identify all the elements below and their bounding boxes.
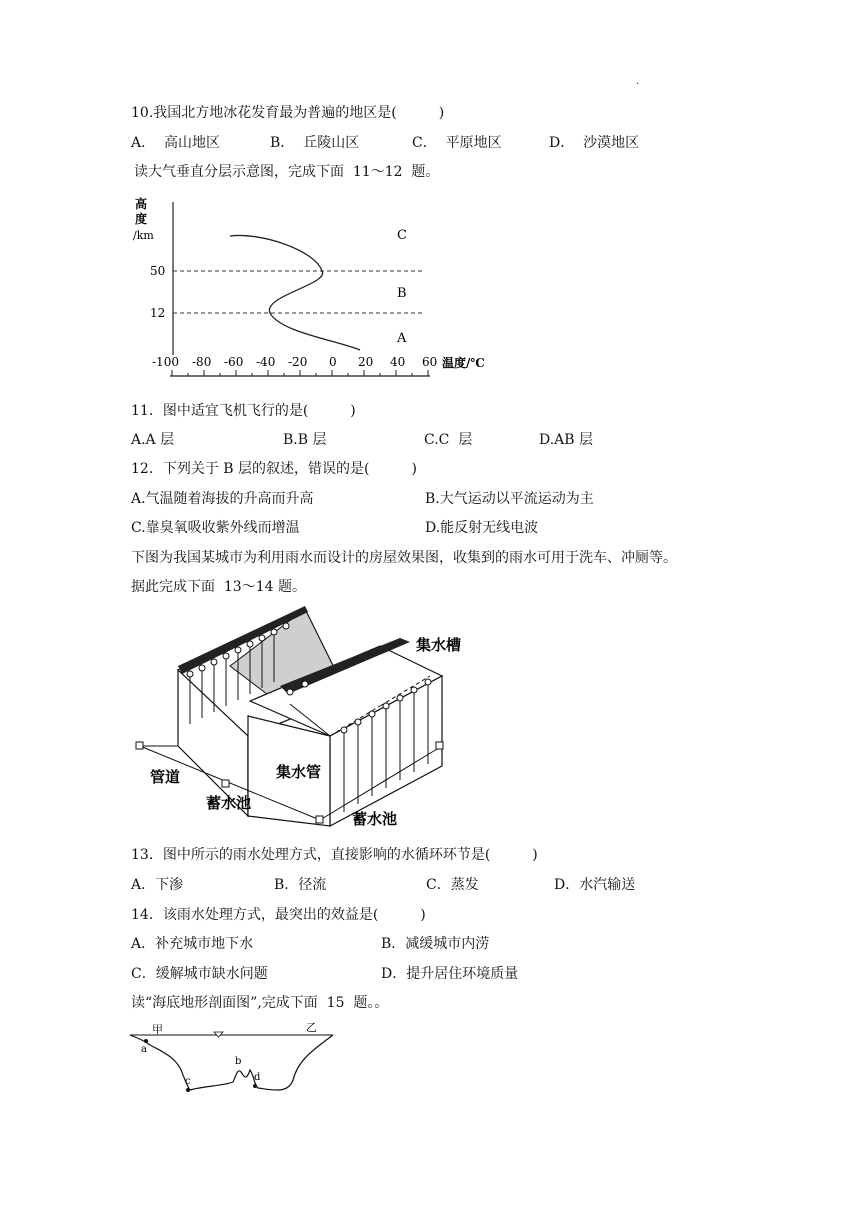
x-tick: -80	[192, 355, 212, 369]
label-b: b	[235, 1056, 242, 1067]
x-tick: 40	[390, 355, 406, 369]
q11-option-b: B.B 层	[283, 432, 327, 448]
y-tick-50: 50	[150, 264, 166, 278]
q12-stem: 12．下列关于 B 层的叙述，错误的是( )	[131, 461, 417, 477]
x-tick: 20	[358, 355, 374, 369]
label-yi: 乙	[306, 1021, 317, 1034]
q13-stem: 13．图中所示的雨水处理方式，直接影响的水循环环节是( )	[131, 847, 538, 863]
q10-option-d: D． 沙漠地区	[549, 135, 640, 151]
x-tick: 60	[422, 355, 438, 369]
x-tick: -60	[224, 355, 244, 369]
y-tick-12: 12	[150, 306, 166, 320]
seabed-profile-diagram	[128, 1020, 343, 1100]
q12-option-c: C.靠臭氧吸收紫外线而增温	[131, 520, 300, 536]
point-d-marker	[253, 1084, 257, 1088]
q12-option-a: A.气温随着海拔的升高而升高	[131, 491, 314, 507]
intro-13-14-line2: 据此完成下面 13～14 题。	[131, 579, 306, 595]
q11-option-c: C.C 层	[424, 432, 473, 448]
q14-option-b: B．减缓城市内涝	[381, 936, 490, 952]
temperature-curve	[230, 235, 360, 350]
x-tick: -20	[288, 355, 308, 369]
q11-option-a: A.A 层	[131, 432, 175, 448]
label-c: c	[185, 1076, 191, 1087]
atmosphere-layer-diagram	[130, 192, 510, 392]
q12-option-b: B.大气运动以平流运动为主	[425, 491, 594, 507]
q10-stem: 10.我国北方地冰花发育最为普遍的地区是( )	[131, 105, 445, 121]
collector-pipe-label: 集水管	[276, 763, 322, 781]
q13-option-d: D．水汽输送	[554, 877, 636, 893]
label-a: a	[141, 1044, 147, 1055]
q11-option-d: D.AB 层	[539, 432, 594, 448]
layer-a-label: A	[397, 331, 407, 346]
q11-stem: 11．图中适宜飞机飞行的是( )	[131, 403, 356, 419]
y-axis-label-2: 度	[135, 212, 148, 226]
q10-option-a: A． 高山地区	[131, 135, 221, 151]
point-a-marker	[144, 1039, 148, 1043]
page-mark: .	[636, 76, 640, 87]
x-tick: 0	[329, 355, 337, 369]
intro-11-12: 读大气垂直分层示意图，完成下面 11～12 题。	[134, 164, 440, 180]
point-c-marker	[186, 1088, 190, 1092]
layer-b-label: B	[397, 286, 407, 301]
x-tick: -40	[256, 355, 276, 369]
y-axis-unit: /km	[133, 229, 154, 242]
rainwater-house-diagram	[130, 606, 470, 832]
x-axis-label: 温度/℃	[442, 356, 485, 370]
intro-13-14-line1: 下图为我国某城市为利用雨水而设计的房屋效果图，收集到的雨水可用于洗车、冲厕等。	[131, 550, 677, 566]
q13-option-b: B．径流	[274, 877, 327, 893]
y-axis-label-1: 高	[135, 197, 148, 211]
q13-option-a: A．下渗	[131, 877, 184, 893]
label-jia: 甲	[152, 1023, 163, 1036]
q14-option-d: D．提升居住环境质量	[381, 966, 519, 982]
x-tick: -100	[152, 355, 179, 369]
gutter-label: 集水槽	[416, 636, 462, 654]
pool-label-1: 蓄水池	[206, 794, 252, 812]
q13-option-c: C．蒸发	[426, 877, 479, 893]
intro-15: 读“海底地形剖面图”,完成下面 15 题。。	[131, 995, 389, 1011]
label-d: d	[254, 1072, 261, 1083]
q14-stem: 14．该雨水处理方式，最突出的效益是( )	[131, 907, 426, 923]
q10-option-b: B． 丘陵山区	[270, 135, 360, 151]
q14-option-c: C．缓解城市缺水问题	[131, 966, 268, 982]
seabed-curve	[130, 1035, 333, 1090]
q12-option-d: D.能反射无线电波	[425, 520, 539, 536]
pipe-label: 管道	[150, 768, 181, 786]
q14-option-a: A．补充城市地下水	[131, 936, 254, 952]
pool-label-2: 蓄水池	[352, 810, 398, 828]
layer-c-label: C	[397, 228, 407, 243]
q10-option-c: C． 平原地区	[412, 135, 502, 151]
